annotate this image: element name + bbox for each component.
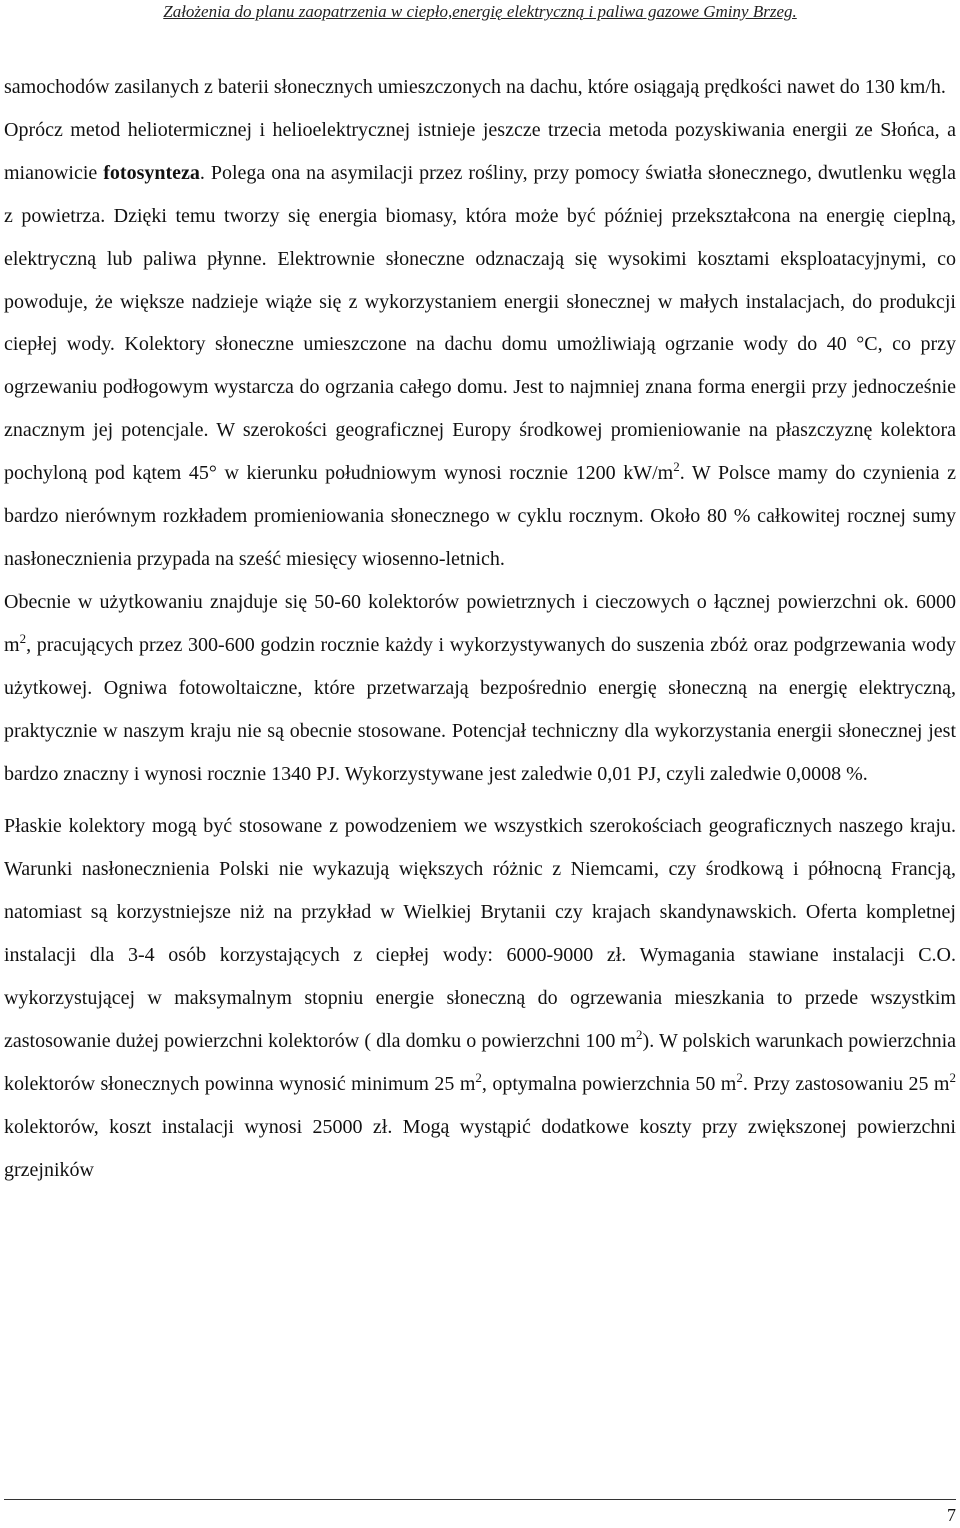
footer-divider xyxy=(4,1499,956,1500)
paragraph-2: Oprócz metod heliotermicznej i helioelektrycznej istnieje jeszcze trzecia metoda pozyskiwania energii ze Słońca, a mianowicie fotosynteza. Polega ona na asymilacji przez rośliny, przy pomocy światła słonecznego, dwutlenku węgla z powietrza. Dzięki temu tworzy się energia biomasy, która może być później przekształcona na energię cieplną, elektryczną lub paliwa płynne. Elektrownie słoneczne odznaczają się wysokimi kosztami eksploatacyjnymi, co powoduje, że większe nadzieje wiąże się z wykorzystaniem energii słonecznej w małych instalacjach, do produkcji ciepłej wody. Kolektory słoneczne umieszczone na dachu domu umożliwiają ogrzanie wody do 40 °C, co przy ogrzewaniu podłogowym wystarcza do ogrzania całego domu. Jest to najmniej znana forma energii przy jednocześnie znacznym jej potencjale. W szerokości geograficznej Europy środkowej promieniowanie na płaszczyznę kolektora pochyloną pod kątem 45° w kierunku południowym wynosi rocznie 1200 $kW/m^2$. W Polsce mamy do czynienia z bardzo nierównym rozkładem promieniowania słonecznego w cyklu rocznym. Około 80 % całkowitej rocznej sumy nasłonecznienia przypada na sześć miesięcy wiosenno-letnich. xyxy=(4,118,957,570)
superscript: 2 xyxy=(475,1069,482,1085)
superscript: 2 xyxy=(19,630,27,646)
superscript: 2 xyxy=(736,1069,743,1085)
paragraph-1: samochodów zasilanych z baterii słonecznych umieszczonych na dachu, które osiągają prędkości nawet do 130 km/h. xyxy=(4,76,946,98)
paragraph-4: Płaskie kolektory mogą być stosowane z powodzeniem we wszystkich szerokościach geograficznych naszego kraju. Warunki nasłonecznienia Polski nie wykazują większych różnic z Niemcami, czy środkową i północną Francją, natomiast są korzystniejsze niż na przykład w Wielkiej Brytanii czy krajach skandynawskich. Oferta kompletnej instalacji dla 3-4 osób korzystających z ciepłej wody: 6000-9000 zł. Wymagania stawiane instalacji C.O. wykorzystującej w maksymalnym stopniu energie słoneczną do ogrzewania mieszkania to przede wszystkim zastosowanie dużej powierzchni kolektorów ( dla domku o powierzchni 100 $m^2$). W polskich warunkach powierzchnia kolektorów słonecznych powinna wynosić minimum 25 $m^2$, optymalna powierzchnia 50 $m^2$. Przy zastosowaniu 25 $m^2$ kolektorów, koszt instalacji wynosi 25000 zł. Mogą wystąpić dodatkowe koszty przy zwiększonej powierzchni grzejników xyxy=(4,815,957,1181)
page-number: 7 xyxy=(947,1505,956,1525)
emphasis-term: fotosynteza xyxy=(103,161,200,184)
paragraph-3: Obecnie w użytkowaniu znajduje się 50-60 kolektorów powietrznych i cieczowych o łącznej powierzchni ok. 6000 $m^2$, pracujących przez 300-600 godzin rocznie każdy i wykorzystywanych do suszenia zbóż oraz podgrzewania wody użytkowej. Ogniwa fotowoltaiczne, które przetwarzają bezpośrednio energię słoneczną na energię elektryczną, praktycznie w naszym kraju nie są obecnie stosowane. Potencjał techniczny dla wykorzystania energii słonecznej jest bardzo znaczny i wynosi rocznie 1340 PJ. Wykorzystywane jest zaledwie 0,01 PJ, czyli zaledwie 0,0008 %. xyxy=(4,590,956,785)
document-body xyxy=(4,66,956,1192)
document-header: Założenia do planu zaopatrzenia w ciepło,energię elektryczną i paliwa gazowe Gminy Brzeg. xyxy=(163,2,797,21)
superscript: 2 xyxy=(636,1026,643,1042)
superscript: 2 xyxy=(949,1069,956,1085)
superscript: 2 xyxy=(673,459,680,475)
